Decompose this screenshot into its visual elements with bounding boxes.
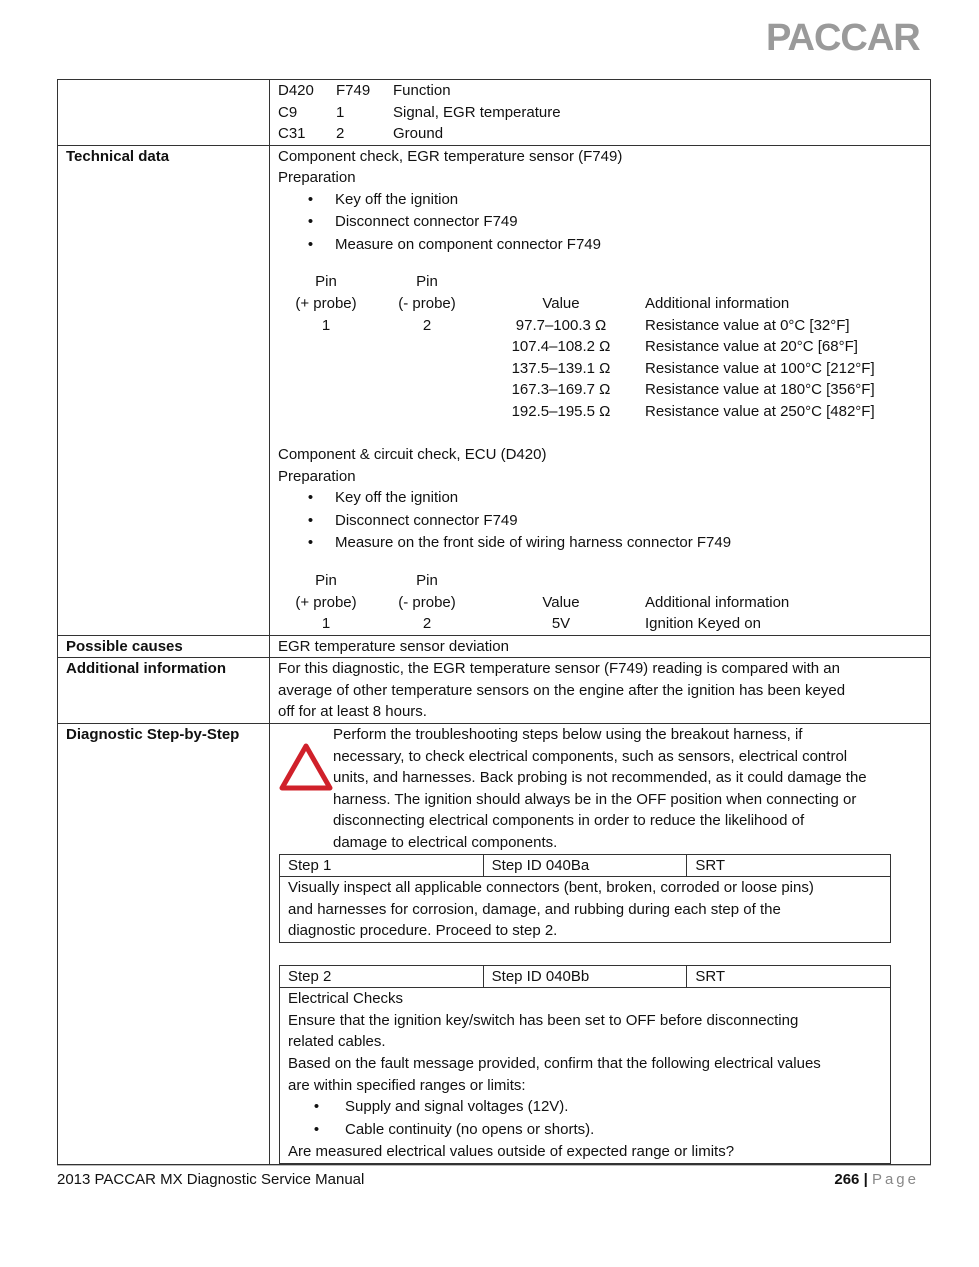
additional-line: average of other temperature sensors on the engine after the ignition has been keyed (278, 681, 846, 699)
list-item: • Disconnect connector F749 (278, 510, 922, 533)
pin-cell: Ground (393, 125, 444, 143)
list-item: • Key off the ignition (278, 189, 922, 212)
meas-cell: 1 (321, 615, 331, 633)
bullet-text: Supply and signal voltages (12V). (345, 1098, 569, 1116)
measure-row (278, 401, 922, 423)
page-number (834, 1169, 919, 1191)
meas-cell: Resistance value at 20°C [68°F] (645, 338, 858, 356)
step-1-table (279, 854, 891, 943)
page-sep: | (863, 1171, 868, 1188)
technical-row (58, 145, 931, 635)
pin-header-f749: F749 (336, 82, 371, 99)
logo-text: PACCAR (766, 17, 920, 59)
list-item: • Measure on component connector F749 (278, 234, 922, 257)
step-line: Based on the fault message provided, confirm that the following electrical values (288, 1054, 821, 1072)
list-item: • Key off the ignition (278, 487, 922, 510)
bullet-text: Cable continuity (no opens or shorts). (345, 1120, 595, 1138)
step-number: Step 1 (280, 854, 484, 877)
meas-cell: Resistance value at 180°C [356°F] (645, 381, 875, 399)
pin-cell: C9 (278, 103, 298, 121)
step-srt: SRT (687, 854, 891, 877)
step-2-table (279, 965, 891, 1164)
warning-block (278, 724, 922, 854)
meas-cell (278, 358, 374, 380)
step-number: Step 2 (280, 965, 484, 988)
meas-head: (- probe) (398, 593, 456, 611)
step-id: Step ID 040Bb (483, 965, 687, 988)
meas-cell (374, 379, 480, 401)
warning-triangle-icon (278, 742, 334, 792)
bullet-text: Key off the ignition (335, 489, 459, 507)
step-header (280, 965, 891, 988)
meas-cell (374, 401, 480, 423)
possible-causes-label: Possible causes (58, 635, 270, 658)
meas-head: Value (542, 295, 580, 313)
meas-cell: 5V (551, 615, 571, 633)
pin-cell: 2 (336, 125, 345, 143)
paccar-logo (766, 18, 926, 58)
pin-table-row (278, 123, 922, 145)
preparation-heading: Preparation (278, 169, 356, 187)
meas-cell: 97.7–100.3 Ω (515, 316, 607, 334)
meas-cell: 2 (422, 615, 432, 633)
measure-row (278, 315, 922, 337)
step-body (280, 988, 891, 1164)
meas-cell: 2 (422, 316, 432, 334)
meas-head (642, 570, 922, 592)
measure-header-1 (278, 271, 922, 293)
possible-causes-row (58, 635, 931, 658)
meas-cell: Resistance value at 250°C [482°F] (645, 403, 875, 421)
warning-line: units, and harnesses. Back probing is not recommended, as it could damage the (333, 769, 867, 787)
additional-info-label: Additional information (58, 658, 270, 724)
pin-row-label (58, 80, 270, 146)
meas-head: Additional information (645, 593, 790, 611)
footer-title: 2013 PACCAR MX Diagnostic Service Manual (57, 1171, 365, 1188)
measure-row (278, 358, 922, 380)
additional-info-content (270, 658, 931, 724)
meas-head: (- probe) (398, 295, 456, 313)
step-line: Ensure that the ignition key/switch has been set to OFF before disconnecting (288, 1011, 799, 1029)
step-line: related cables. (288, 1033, 386, 1051)
meas-cell: 167.3–169.7 Ω (511, 381, 611, 399)
meas-head: Value (542, 593, 580, 611)
check2-title: Component & circuit check, ECU (D420) (278, 446, 547, 464)
meas-head (642, 271, 922, 293)
meas-cell (374, 358, 480, 380)
meas-head: Pin (315, 571, 337, 589)
meas-head (480, 271, 642, 293)
additional-line: For this diagnostic, the EGR temperature sensor (F749) reading is compared with an (278, 660, 840, 678)
warning-line: disconnecting electrical components in order to reduce the likelihood of (333, 812, 805, 830)
diagnostic-table (57, 79, 931, 1165)
meas-cell: Resistance value at 0°C [32°F] (645, 316, 850, 334)
pin-row-content (270, 80, 931, 146)
measure-header-2 (278, 293, 922, 315)
bullet-text: Measure on the front side of wiring harness connector F749 (335, 534, 732, 552)
list-item: • Supply and signal voltages (12V). (288, 1096, 882, 1119)
meas-cell: 1 (321, 316, 331, 334)
meas-cell: Ignition Keyed on (645, 615, 761, 633)
additional-info-row (58, 658, 931, 724)
preparation-heading: Preparation (278, 467, 356, 485)
meas-cell (278, 379, 374, 401)
pin-header-function: Function (393, 82, 451, 99)
measure-row (278, 613, 922, 635)
pin-cell: Signal, EGR temperature (393, 103, 561, 121)
pin-header-d420: D420 (278, 82, 314, 99)
measure-header-1 (278, 570, 922, 592)
step-question: Are measured electrical values outside of expected range or limits? (288, 1143, 735, 1161)
meas-head (480, 570, 642, 592)
bullet-text: Key off the ignition (335, 190, 459, 208)
meas-cell: 137.5–139.1 Ω (511, 359, 611, 377)
list-item: • Measure on the front side of wiring harness connector F749 (278, 532, 922, 555)
step-srt: SRT (687, 965, 891, 988)
pin-cell: 1 (336, 103, 345, 121)
step-line: and harnesses for corrosion, damage, and rubbing during each step of the (288, 900, 781, 918)
measure-row (278, 336, 922, 358)
bullet-text: Disconnect connector F749 (335, 213, 518, 231)
technical-content (270, 145, 931, 635)
possible-causes-text: EGR temperature sensor deviation (270, 635, 931, 658)
meas-cell (278, 336, 374, 358)
step-line: diagnostic procedure. Proceed to step 2. (288, 922, 558, 940)
step-line: Electrical Checks (288, 990, 404, 1008)
warning-line: damage to electrical components. (333, 834, 558, 852)
meas-cell: 107.4–108.2 Ω (511, 338, 611, 356)
page-word: Page (871, 1171, 919, 1188)
warning-line: necessary, to check electrical components, such as sensors, electrical control (333, 747, 848, 765)
meas-head: Pin (416, 273, 438, 291)
measure-row (278, 379, 922, 401)
meas-cell: Resistance value at 100°C [212°F] (645, 359, 875, 377)
pin-table-row (278, 102, 922, 124)
pin-cell: C31 (278, 125, 306, 143)
warning-line: harness. The ignition should always be in the OFF position when connecting or (333, 790, 857, 808)
pin-row (58, 80, 931, 146)
meas-head: Additional information (645, 295, 790, 313)
bullet-text: Measure on component connector F749 (335, 235, 601, 253)
meas-head: Pin (315, 273, 337, 291)
step-id: Step ID 040Ba (483, 854, 687, 877)
step-header (280, 854, 891, 877)
technical-label: Technical data (58, 145, 270, 635)
step-line: Visually inspect all applicable connectors (bent, broken, corroded or loose pins) (288, 879, 814, 897)
diagnostic-label: Diagnostic Step-by-Step (58, 724, 270, 1165)
meas-cell: 192.5–195.5 Ω (511, 403, 611, 421)
meas-head: (+ probe) (295, 295, 357, 313)
list-item: • Disconnect connector F749 (278, 211, 922, 234)
diagnostic-content (270, 724, 931, 1165)
meas-cell (278, 401, 374, 423)
pin-header (278, 80, 922, 102)
bullet-text: Disconnect connector F749 (335, 511, 518, 529)
warning-line: Perform the troubleshooting steps below using the breakout harness, if (333, 726, 803, 744)
page-num: 266 (834, 1171, 860, 1188)
additional-line: off for at least 8 hours. (278, 703, 427, 721)
diagnostic-row (58, 724, 931, 1165)
step-line: are within specified ranges or limits: (288, 1076, 526, 1094)
meas-head: Pin (416, 571, 438, 589)
list-item: • Cable continuity (no opens or shorts). (288, 1119, 882, 1142)
meas-head: (+ probe) (295, 593, 357, 611)
check1-title: Component check, EGR temperature sensor (F749) (278, 147, 623, 165)
page-footer (57, 1165, 931, 1188)
measure-header-2 (278, 592, 922, 614)
meas-cell (374, 336, 480, 358)
step-body (280, 877, 891, 943)
